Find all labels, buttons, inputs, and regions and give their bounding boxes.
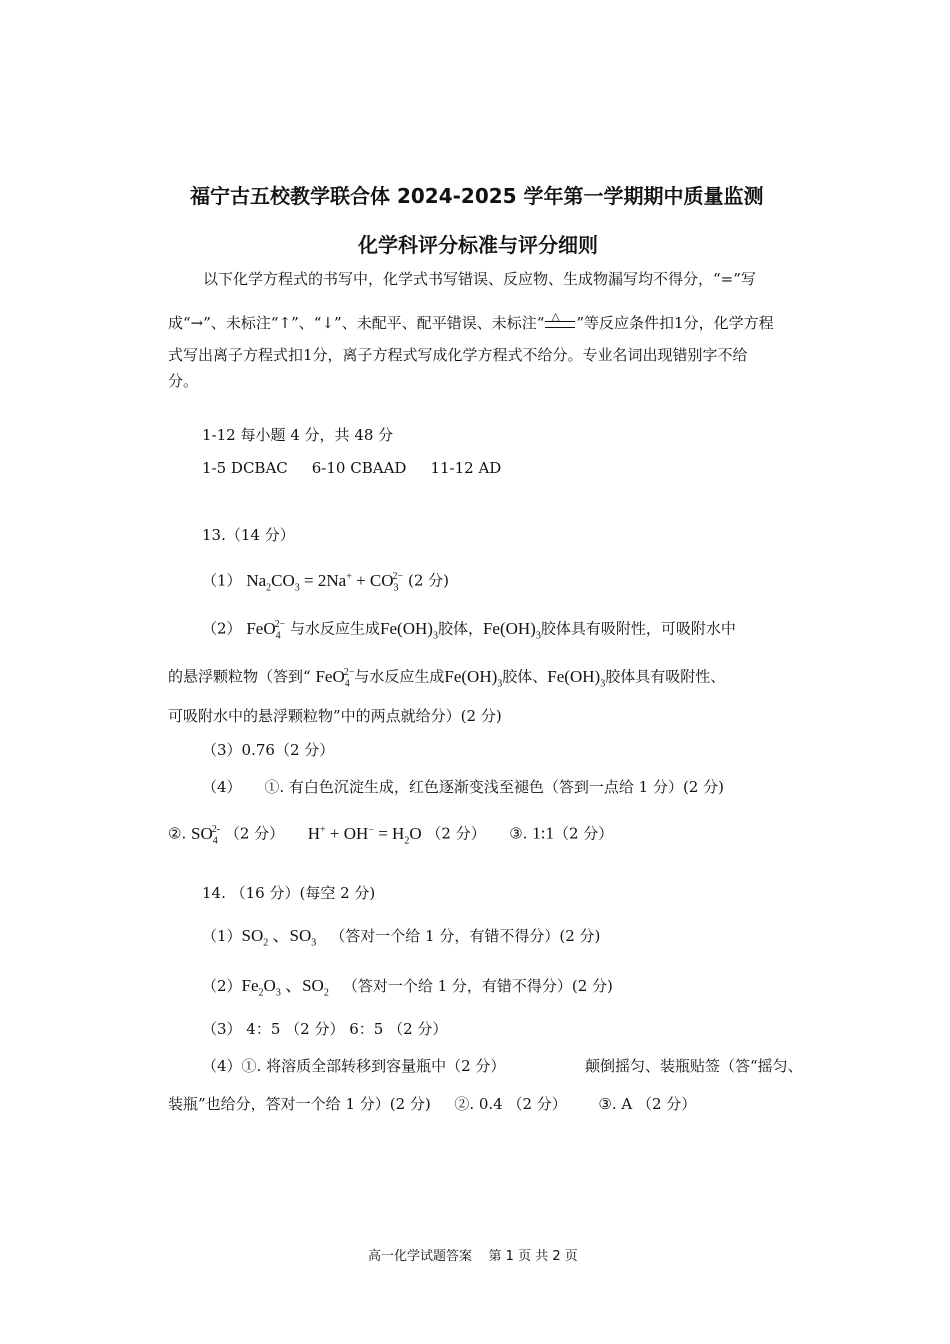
equation-na2co3: $Na_2CO_3 = 2Na^+ + CO_3^{2-}$: [246, 570, 404, 594]
q14-part2-label: （2）: [202, 977, 242, 995]
intro-line-3: 式写出离子方程式扣1分，离子方程式写成化学方程式不给分。专业名词出现错别字不给: [168, 346, 748, 364]
q13-part2-line1: [202, 614, 736, 647]
q13-part1: [202, 566, 449, 599]
q13-part4-line2: [168, 819, 613, 852]
q14-part4-line1: [202, 1055, 505, 1077]
q14-part1: [202, 925, 600, 954]
q13-part2-h: 可吸附水中的悬浮颗粒物”中的两点就给分）(2 分): [168, 707, 502, 725]
intro-line-2: [168, 309, 774, 334]
q14-part4-e: ③. A （2 分）: [598, 1095, 697, 1113]
q13-part2-f: 胶体、: [502, 667, 548, 686]
choice-answers: [202, 457, 501, 479]
choice-group-1: 1-5 DCBAC: [202, 459, 288, 477]
choice-group-2: 6-10 CBAAD: [311, 459, 407, 477]
intro-line-2a: 成“→”、未标注“↑”、“↓”、未配平、配平错误、未标注“: [168, 314, 545, 332]
formula-feo4: FeO$_4^{2-}$: [315, 666, 355, 690]
q13-part2-g: 胶体具有吸附性、: [605, 667, 726, 686]
ratio-value: 1:1: [532, 823, 554, 843]
q13-part2-label: （2）: [202, 619, 242, 638]
q14-heading: 14. （16 分）(每空 2 分): [202, 884, 376, 902]
intro-line-2b: ”等反应条件扣1分，化学方程: [576, 314, 774, 332]
q13-part2-line2: [168, 662, 725, 695]
formula-feoh3: $Fe(OH)_3$: [547, 666, 606, 690]
q14-part4-d: ②. 0.4 （2 分）: [454, 1095, 567, 1113]
q13-part3: （3）0.76（2 分）: [202, 741, 335, 759]
q13-part4-score-2: （2 分）: [426, 824, 486, 843]
formula-feoh3: $Fe(OH)_3$: [482, 618, 541, 642]
q13-part2-e: 与水反应生成: [354, 667, 445, 686]
q13-part4-a: ①. 有白色沉淀生成，红色逐渐变浅至褪色（答到一点给 1 分）(2 分): [264, 778, 724, 796]
page-title-line1: 福宁古五校教学联合体 2024-2025 学年第一学期期中质量监测: [190, 184, 764, 208]
formula-fe2o3-so2: $Fe_2O_3$ 、$SO_2$: [241, 976, 329, 999]
q13-part1-label: （1）: [202, 571, 242, 590]
q14-part3: （3） 4：5 （2 分） 6：5 （2 分）: [202, 1020, 448, 1038]
choice-heading: 1-12 每小题 4 分，共 48 分: [202, 426, 394, 444]
formula-feoh3: $Fe(OH)_3$: [380, 618, 438, 642]
formula-feo4: FeO$_4^{2-}$: [246, 618, 286, 642]
q14-part1-label: （1）: [202, 927, 242, 945]
q13-heading: 13.（14 分）: [202, 526, 295, 544]
intro-line-1: 以下化学方程式的书写中，化学式书写错误、反应物、生成物漏写均不得分，“=”写: [203, 270, 756, 288]
q13-part2-b: 胶体，: [437, 619, 483, 638]
q14-part1-note: （答对一个给 1 分，有错不得分）(2 分): [330, 927, 601, 945]
formula-so2-so3: $SO_2$ 、$SO_3$: [241, 926, 317, 949]
q14-part2-note: （答对一个给 1 分，有错不得分）(2 分): [342, 977, 613, 995]
heating-equals-symbol: [545, 309, 575, 328]
page-footer: 高一化学试题答案 第 1 页 共 2 页: [368, 1249, 578, 1264]
formula-feoh3: $Fe(OH)_3$: [444, 666, 503, 690]
q13-part4-score-1: （2 分）: [224, 824, 285, 843]
q13-part2-c: 胶体具有吸附性，可吸附水中: [540, 619, 736, 638]
q14-part2: [202, 975, 613, 1004]
q14-part4-line2: [168, 1093, 696, 1115]
triangle-symbol: △: [551, 309, 560, 323]
q13-part2-a: 与水反应生成: [290, 619, 381, 638]
q13-part4-label: （4）: [202, 778, 242, 796]
q13-part4-b1: ②.: [168, 824, 187, 843]
q13-part4-b3: ③.: [509, 824, 528, 843]
intro-line-4: 分。: [168, 372, 199, 390]
q13-part2-d: 的悬浮颗粒物（答到“: [168, 667, 311, 686]
page-title-line2: 化学科评分标准与评分细则: [358, 233, 598, 257]
q14-part4-c: 装瓶”也给分，答对一个给 1 分）(2 分): [168, 1095, 431, 1113]
choice-group-3: 11-12 AD: [430, 459, 502, 477]
q14-part4-b: 颠倒摇匀、装瓶贴签（答“摇匀、: [585, 1057, 803, 1075]
q14-part4-a: （4）①. 将溶质全部转移到容量瓶中（2 分）: [202, 1057, 506, 1075]
equation-neutralization: $H^+ + OH^- = H_2O$: [307, 823, 422, 847]
q13-part4-score-3: （2 分）: [554, 824, 614, 843]
formula-so4: $SO_4^{2-}$: [191, 823, 221, 847]
q13-part1-score: (2 分): [407, 571, 449, 590]
q13-part4-line1: [202, 776, 724, 798]
